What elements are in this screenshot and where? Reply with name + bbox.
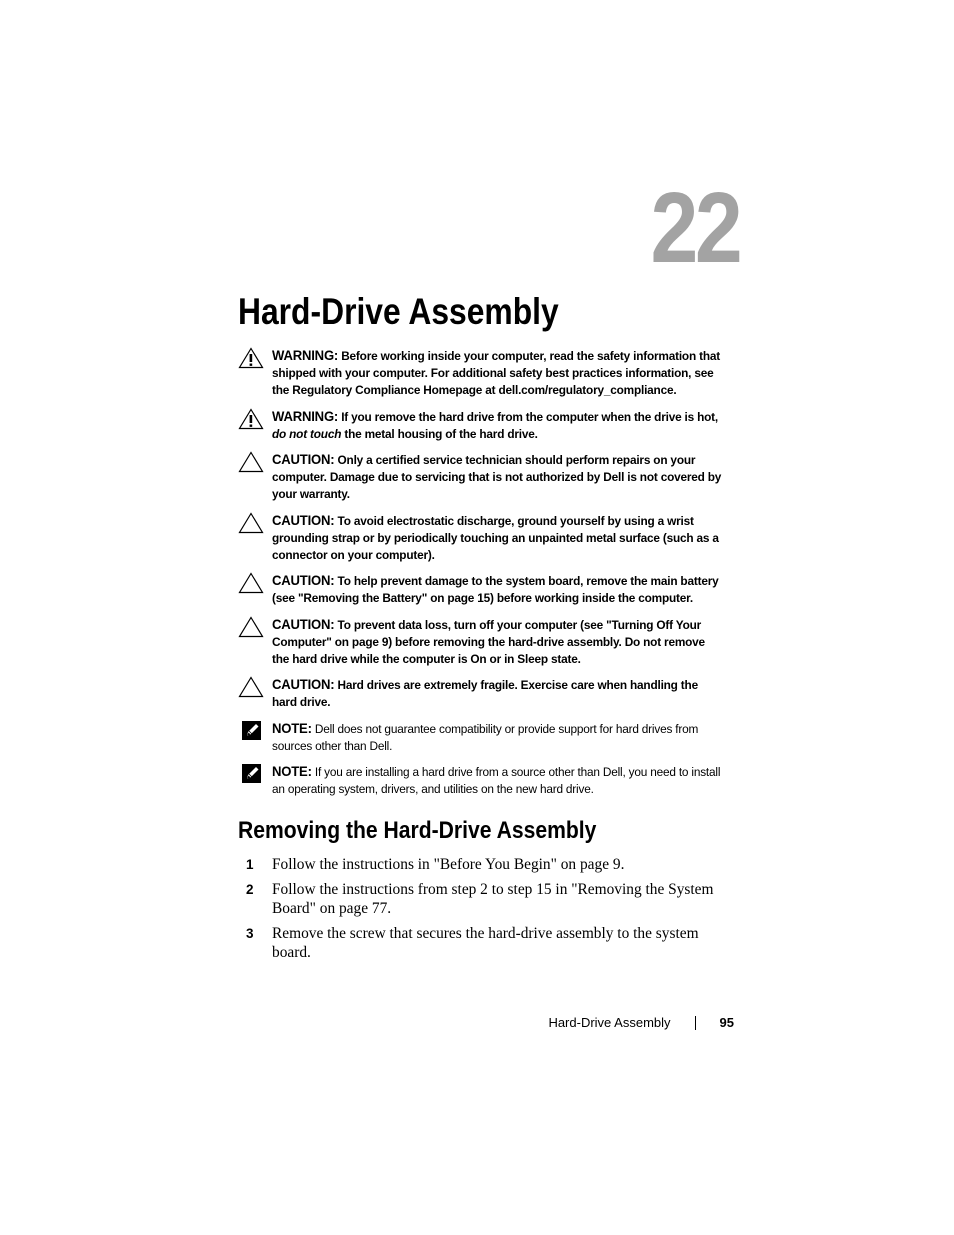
notices-list <box>238 347 738 806</box>
caution-notice <box>238 572 738 607</box>
note-pencil-icon <box>238 720 264 742</box>
notice-text <box>272 451 724 504</box>
notice-body: If you remove the hard drive from the computer when the drive is hot, <box>338 409 719 424</box>
notice-text <box>272 572 724 607</box>
notice-label: NOTE: <box>272 720 312 736</box>
step-text: Follow the instructions in "Before You Begin" on page 9. <box>272 856 625 873</box>
caution-notice <box>238 512 738 565</box>
notice-body: Only a certified service technician should perform repairs on your computer. Damage due to servicing that is not authorized by Dell is not covered by your warranty. <box>272 453 722 502</box>
notice-label: WARNING: <box>272 408 339 424</box>
step-item <box>246 880 736 918</box>
caution-notice <box>238 676 738 711</box>
notice-emphasis: do not touch <box>272 426 342 441</box>
caution-triangle-icon <box>238 512 264 534</box>
notice-body: Dell does not guarantee compatibility or provide support for hard drives from sources other than Dell. <box>272 721 699 753</box>
notice-label: CAUTION: <box>272 616 335 632</box>
chapter-number: 22 <box>650 172 739 284</box>
warning-notice <box>238 408 738 443</box>
notice-body-continued: the metal housing of the hard drive. <box>341 426 538 441</box>
notice-label: CAUTION: <box>272 677 335 693</box>
footer-chapter-title: Hard-Drive Assembly <box>548 1015 671 1030</box>
caution-triangle-icon <box>238 572 264 594</box>
notice-text <box>272 763 724 798</box>
section-title: Removing the Hard-Drive Assembly <box>238 817 597 844</box>
step-item <box>246 924 736 962</box>
notice-text <box>272 676 724 711</box>
notice-text <box>272 408 724 443</box>
notice-label: CAUTION: <box>272 512 335 528</box>
steps-list <box>246 855 736 968</box>
step-text: Remove the screw that secures the hard-drive assembly to the system board. <box>272 925 699 961</box>
page-number: 95 <box>719 1015 734 1030</box>
notice-body: Hard drives are extremely fragile. Exercise care when handling the hard drive. <box>272 678 698 710</box>
note-pencil-icon <box>238 763 264 785</box>
warning-triangle-icon <box>238 408 264 430</box>
notice-body: Before working inside your computer, read the safety information that shipped with your computer. For additional safety best practices information, see the Regulatory Compliance Homepage at dell.com/regulatory_compliance. <box>272 349 720 398</box>
notice-text <box>272 616 724 669</box>
notice-text <box>272 512 724 565</box>
notice-label: WARNING: <box>272 348 339 363</box>
caution-notice <box>238 616 738 669</box>
note-notice <box>238 720 738 755</box>
notice-label: CAUTION: <box>272 452 335 468</box>
notice-body: To prevent data loss, turn off your computer (see "Turning Off Your Computer" on page 9) before removing the hard-drive assembly. Do not remove the hard drive while the computer is On or in Sleep state. <box>272 617 705 667</box>
caution-triangle-icon <box>238 616 264 638</box>
step-number: 1 <box>246 857 254 872</box>
notice-body: To help prevent damage to the system board, remove the main battery (see "Removing the Battery" on page 15) before working inside the computer. <box>272 574 719 606</box>
step-text: Follow the instructions from step 2 to step 15 in "Removing the System Board" on page 77. <box>272 881 714 917</box>
notice-label: NOTE: <box>272 764 312 780</box>
footer-separator <box>695 1016 696 1030</box>
step-number: 3 <box>246 926 254 941</box>
step-item <box>246 855 736 874</box>
warning-notice <box>238 347 738 400</box>
notice-label: CAUTION: <box>272 573 335 589</box>
page-footer <box>548 1015 734 1030</box>
caution-triangle-icon <box>238 676 264 698</box>
note-notice <box>238 763 738 798</box>
caution-notice <box>238 451 738 504</box>
notice-body: If you are installing a hard drive from a source other than Dell, you need to install an operating system, drivers, and utilities on the new hard drive. <box>272 765 721 797</box>
notice-text <box>272 720 724 755</box>
warning-triangle-icon <box>238 347 264 369</box>
caution-triangle-icon <box>238 451 264 473</box>
chapter-title: Hard-Drive Assembly <box>238 291 559 332</box>
notice-body: To avoid electrostatic discharge, ground yourself by using a wrist grounding strap or by periodically touching an unpainted metal surface (such as a connector on your computer). <box>272 513 719 563</box>
notice-text <box>272 347 724 400</box>
step-number: 2 <box>246 882 254 897</box>
